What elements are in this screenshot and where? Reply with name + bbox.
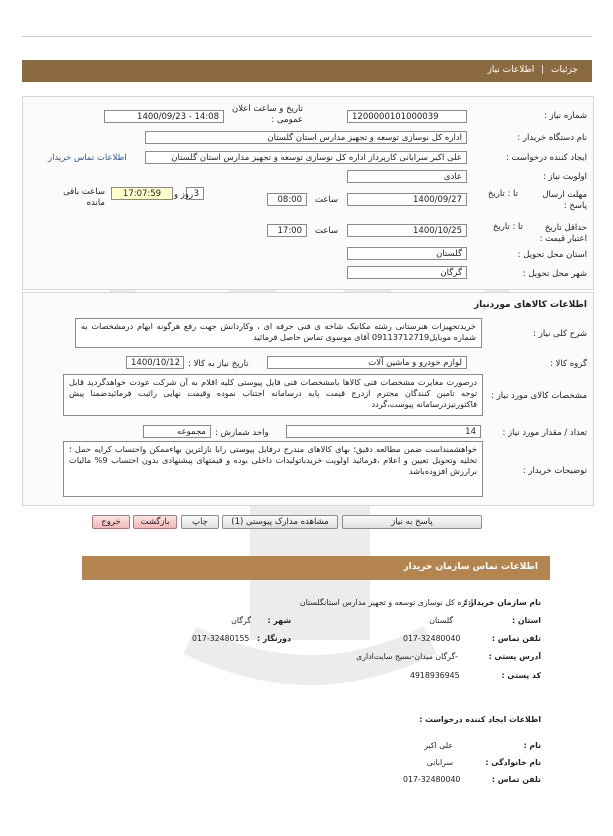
breadcrumb: [487, 65, 578, 75]
price-time-label: ساعت: [315, 226, 339, 236]
creator-phone-label: تلفن تماس :: [491, 775, 541, 784]
price-date-field: 1400/10/25: [347, 224, 467, 237]
contact-fax-value: 017-32480155: [192, 634, 250, 643]
breadcrumb-current: اطلاعات نیاز: [487, 65, 535, 75]
goods-group-field: لوازم خودرو و ماشین آلات: [267, 356, 467, 369]
breadcrumb-root[interactable]: جزئیات: [551, 65, 578, 75]
contact-fax-label: دورنگار :: [256, 634, 291, 643]
page-header: [22, 60, 592, 82]
announce-label: تاریخ و ساعت اعلان عمومی :: [231, 104, 303, 125]
province-field: گلستان: [347, 247, 467, 260]
deadline-label: مهلت ارسال پاسخ :: [542, 190, 587, 211]
deadline-date-field: 1400/09/27: [347, 193, 467, 206]
print-button[interactable]: چاپ: [181, 515, 219, 529]
creator-phone-value: 017-32480040: [403, 775, 461, 784]
price-validity-label: حداقل تاریخ اعتبار قیمت :: [539, 223, 587, 244]
price-to-date-label: تا : تاریخ: [492, 222, 523, 232]
creator-info-title: اطلاعات ایجاد کننده درخواست :: [419, 715, 541, 724]
deadline-to-date-label: تا : تاریخ: [487, 189, 518, 199]
remaining-time-field: 17:07:59: [111, 187, 173, 200]
creator-family-label: نام خانوادگی :: [485, 758, 541, 767]
announce-field: 1400/09/23 - 14:08: [104, 110, 224, 123]
need-number-field: 1200000101000039: [347, 110, 467, 123]
days-remaining-field: 3: [186, 187, 204, 200]
back-button[interactable]: بازگشت: [133, 515, 177, 529]
unit-field: مجموعه: [143, 425, 211, 438]
contact-section-title: اطلاعات تماس سازمان خریدار: [403, 562, 538, 572]
top-divider: [22, 36, 592, 37]
buyer-org-label: نام دستگاه خریدار :: [517, 133, 587, 143]
contact-address-value: -گرگان میدان-بسیج سایت‌اداری: [356, 652, 458, 661]
contact-org-value: اداره کل نوسازی توسعه و تجهیز مدارس استانگلستان: [299, 598, 473, 607]
contact-phone-label: تلفن تماس :: [491, 634, 541, 643]
priority-field: عادی: [347, 170, 467, 183]
creator-family-value: سرابانی: [426, 758, 453, 767]
contact-province-value: گلستان: [429, 616, 453, 625]
summary-label: شرح کلی نیاز :: [533, 329, 587, 339]
contact-postal-value: 4918936945: [410, 671, 460, 680]
contact-city-value: گرگان: [231, 616, 251, 625]
specs-label: مشخصات کالای مورد نیاز :: [491, 391, 587, 401]
quantity-label: تعداد / مقدار مورد نیاز :: [502, 428, 587, 438]
creator-name-value: علی اکبر: [424, 741, 453, 750]
need-date-field: 1400/10/12: [126, 356, 184, 369]
unit-label: واحد شمارش :: [215, 428, 269, 438]
need-date-label: تاریخ نیاز به کالا :: [188, 359, 249, 369]
contact-postal-label: کد پستی :: [501, 671, 541, 680]
deadline-time-field: 08:00: [267, 193, 307, 206]
contact-address-label: آدرس پستی :: [488, 652, 541, 661]
creator-name-label: نام :: [523, 741, 541, 750]
days-label: روز و: [174, 190, 194, 200]
creator-label: ایجاد کننده درخواست :: [505, 153, 587, 163]
goods-group-label: گروه کالا :: [549, 359, 587, 369]
need-number-label: شماره نیاز :: [543, 111, 587, 121]
buyer-notes-field: خواهشمنداست ضمن مطالعه دقیق؛ بهای کالاهای مندرج درفایل پیوستی رابا نازلترین بهاءممکن واحتساب کرایه حمل ؛ تخلیه وتحویل تعیین و اعلام ،فرمائید اولویت خریدباتولیدات داخلی بوده و قیمتهای پیشنهادی بدون احتساب 9% مالیات برارزش افزوده‌باشد: [63, 441, 483, 497]
remaining-label: ساعت باقی مانده: [63, 187, 105, 208]
province-label: استان محل تحویل :: [517, 250, 587, 260]
summary-field: خریدتجهیزات هنرستانی رشته مکانیک شاخه ی فنی حرفه ای ، وکاردانش جهت رفع هرگونه ابهام درمشخصات به شماره موبایل09113712719 آقای موسوی تماس حاصل فرمائید: [75, 318, 482, 348]
buyer-notes-label: توضیحات خریدار :: [522, 466, 587, 476]
breadcrumb-separator: |: [541, 65, 545, 75]
contact-province-label: استان :: [512, 616, 541, 625]
reply-to-need-button[interactable]: پاسخ به نیاز: [342, 515, 482, 529]
buyer-org-field: اداره کل نوسازی توسعه و تجهیز مدارس استان گلستان: [145, 131, 467, 144]
specs-field: درصورت مغایرت مشخصات فنی کالاها بامشخصات فنی فایل پیوستی کلیه اقلام به آن شرکت عودت خواهدگردید قابل توجه تامین کنندگان محترم ازدرج قیمت پایه درسامانه اجتناب نموده وقیمت نهایی راثبت فرمائیدضمنا پیش فاکتورنیزدرسامانه پیوست،گردد: [63, 374, 483, 416]
contact-org-label: نام سازمان خریدار :: [463, 598, 541, 607]
deadline-time-label: ساعت: [315, 195, 339, 205]
city-field: گرگان: [347, 266, 467, 279]
buyer-contact-link[interactable]: اطلاعات تماس خریدار: [48, 153, 127, 163]
contact-phone-value: 017-32480040: [403, 634, 461, 643]
goods-section-title: اطلاعات کالاهای موردنیاز: [473, 300, 587, 310]
contact-city-label: شهر :: [267, 616, 291, 625]
exit-button[interactable]: خروج: [92, 515, 130, 529]
price-time-field: 17:00: [267, 224, 307, 237]
view-attachments-button[interactable]: مشاهده مدارک پیوستی (1): [222, 515, 338, 529]
quantity-field: 14: [286, 425, 481, 438]
creator-field: علی اکبر سرابانی کارپرداز اداره کل نوسازی توسعه و تجهیز مدارس استان گلستان: [145, 151, 467, 164]
contact-section-header: [82, 556, 550, 580]
city-label: شهر محل تحویل :: [522, 269, 587, 279]
priority-label: اولویت نیاز :: [542, 172, 587, 182]
